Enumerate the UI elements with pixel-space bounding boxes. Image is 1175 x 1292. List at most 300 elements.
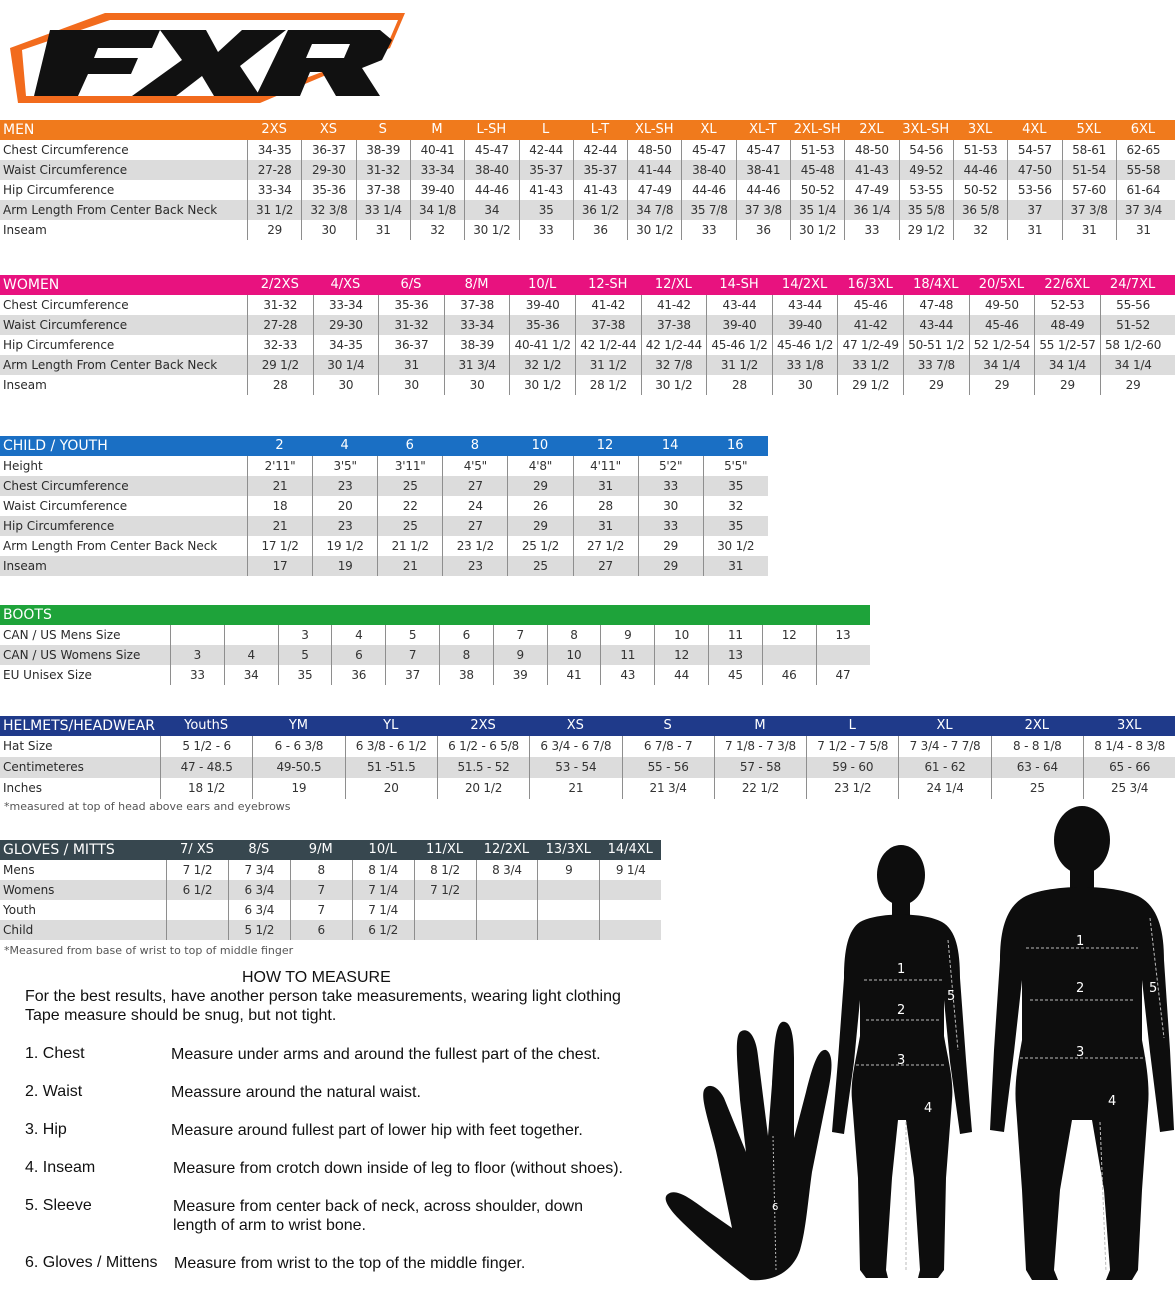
- table-cell: 58-61: [1062, 140, 1116, 160]
- table-cell: 2'11": [247, 456, 312, 476]
- size-header: S: [663, 718, 672, 733]
- table-cell: 61 - 62: [898, 757, 990, 778]
- table-cell: 25: [507, 556, 572, 576]
- table-cell: 51.5 - 52: [437, 757, 529, 778]
- table-cell: 31 1/2: [247, 200, 301, 220]
- table-cell: 58 1/2-60: [1100, 335, 1166, 355]
- women-header: [0, 275, 1175, 295]
- table-cell: 51-53: [953, 140, 1007, 160]
- table-cell: 33: [170, 665, 224, 685]
- table-cell: 8: [439, 645, 493, 665]
- table-cell: 33 7/8: [903, 355, 969, 375]
- table-cell: 6: [290, 920, 352, 940]
- size-header: M: [754, 718, 766, 733]
- table-cell: 10: [547, 645, 601, 665]
- table-row: [0, 355, 1175, 375]
- table-cell: 37-38: [356, 180, 410, 200]
- table-cell: [599, 880, 661, 900]
- table-cell: 5: [385, 625, 439, 645]
- table-cell: 45-48: [790, 160, 844, 180]
- female-mark-3: 3: [897, 1053, 906, 1068]
- table-cell: 42 1/2-44: [641, 335, 707, 355]
- size-header: L: [542, 122, 550, 137]
- table-cell: 29: [638, 556, 703, 576]
- table-cell: 8 - 8 1/8: [991, 736, 1083, 757]
- table-cell: 13: [816, 625, 870, 645]
- table-cell: 37: [1007, 200, 1061, 220]
- table-cell: 34-35: [247, 140, 301, 160]
- table-cell: 11: [708, 625, 762, 645]
- table-row: [0, 160, 1175, 180]
- table-cell: 45-46 1/2: [772, 335, 838, 355]
- table-cell: 9: [537, 860, 599, 880]
- table-cell: 6 1/2: [352, 920, 414, 940]
- row-label: Hip Circumference: [3, 519, 115, 533]
- size-header: XL-T: [749, 122, 777, 137]
- table-cell: 5 1/2 - 6: [160, 736, 252, 757]
- row-label: Chest Circumference: [3, 479, 129, 493]
- size-header: 13/3XL: [545, 842, 591, 857]
- size-header: 2XL: [859, 122, 884, 137]
- step-name: 1. Chest: [25, 1045, 85, 1062]
- size-header: 6/S: [400, 277, 422, 292]
- step-name: 4. Inseam: [25, 1159, 96, 1176]
- step-desc: Measure from center back of neck, across shoulder, down: [173, 1198, 583, 1215]
- table-cell: 41: [547, 665, 601, 685]
- table-cell: [599, 900, 661, 920]
- table-cell: 33-34: [247, 180, 301, 200]
- table-cell: [537, 880, 599, 900]
- table-cell: 33 1/4: [356, 200, 410, 220]
- table-cell: 38-41: [736, 160, 790, 180]
- size-header: YM: [288, 718, 309, 733]
- table-cell: 63 - 64: [991, 757, 1083, 778]
- table-cell: 33: [638, 516, 703, 536]
- size-header: 2XL: [1024, 718, 1050, 733]
- table-cell: [166, 920, 228, 940]
- table-cell: 33 1/2: [837, 355, 903, 375]
- table-cell: 29: [1100, 375, 1166, 395]
- table-cell: 47-50: [1007, 160, 1061, 180]
- women-title: WOMEN: [3, 277, 60, 293]
- boots-header: [0, 605, 870, 625]
- table-cell: [537, 920, 599, 940]
- table-cell: 17 1/2: [247, 536, 312, 556]
- table-cell: 51-53: [790, 140, 844, 160]
- table-cell: 41-44: [627, 160, 681, 180]
- table-cell: 32: [410, 220, 464, 240]
- size-header: M: [431, 122, 443, 137]
- table-cell: [537, 900, 599, 920]
- table-cell: 42-44: [519, 140, 573, 160]
- table-cell: 31-32: [247, 295, 313, 315]
- table-cell: 21 3/4: [622, 778, 714, 799]
- table-cell: [170, 625, 224, 645]
- child-youth-size-table: [0, 436, 768, 576]
- table-cell: 31 3/4: [444, 355, 510, 375]
- table-cell: 3'11": [377, 456, 442, 476]
- size-header: 3XL-SH: [902, 122, 950, 137]
- size-header: 2XS: [261, 122, 287, 137]
- table-cell: 28: [706, 375, 772, 395]
- table-cell: 31-32: [356, 160, 410, 180]
- table-cell: 31 1/2: [706, 355, 772, 375]
- table-cell: 29: [1034, 375, 1100, 395]
- table-cell: 31: [573, 516, 638, 536]
- table-row: [0, 920, 661, 940]
- table-cell: 21: [529, 778, 621, 799]
- table-cell: 35: [278, 665, 332, 685]
- table-cell: 43-44: [772, 295, 838, 315]
- size-header: 9/M: [308, 842, 333, 857]
- table-cell: 23 1/2: [806, 778, 898, 799]
- table-cell: 33: [519, 220, 573, 240]
- table-cell: 35 1/4: [790, 200, 844, 220]
- table-cell: 27-28: [247, 160, 301, 180]
- table-cell: 44-46: [736, 180, 790, 200]
- row-label: Waist Circumference: [3, 499, 128, 513]
- row-label: Inseam: [3, 223, 47, 237]
- table-row: [0, 645, 870, 665]
- table-cell: 19 1/2: [312, 536, 377, 556]
- table-cell: 44-46: [464, 180, 518, 200]
- table-cell: 45-46: [969, 315, 1035, 335]
- table-cell: 30: [313, 375, 379, 395]
- table-cell: 33-34: [410, 160, 464, 180]
- step-desc: Measure around fullest part of lower hip with feet together.: [171, 1122, 583, 1139]
- table-cell: 32 3/8: [301, 200, 355, 220]
- table-cell: 29 1/2: [837, 375, 903, 395]
- helmets-note: *measured at top of head above ears and eyebrows: [4, 800, 291, 813]
- table-cell: 49-50: [969, 295, 1035, 315]
- table-cell: [414, 900, 476, 920]
- table-cell: 7 1/2 - 7 5/8: [806, 736, 898, 757]
- size-header: XL: [700, 122, 717, 137]
- boots-title: BOOTS: [3, 607, 52, 623]
- helmets-title: HELMETS/HEADWEAR: [3, 718, 155, 734]
- size-header: XS: [319, 122, 338, 137]
- helmets-header: [0, 716, 1175, 736]
- table-cell: 53 - 54: [529, 757, 621, 778]
- table-cell: 22 1/2: [714, 778, 806, 799]
- table-cell: 45-46: [837, 295, 903, 315]
- table-cell: 7 1/4: [352, 880, 414, 900]
- table-cell: 35: [703, 476, 768, 496]
- table-cell: 8: [547, 625, 601, 645]
- table-cell: 5'5": [703, 456, 768, 476]
- step-desc-cont: length of arm to wrist bone.: [173, 1217, 366, 1234]
- table-cell: 6 1/2 - 6 5/8: [437, 736, 529, 757]
- table-cell: 30 1/2: [509, 375, 575, 395]
- table-cell: 30 1/2: [627, 220, 681, 240]
- table-cell: 32-33: [247, 335, 313, 355]
- table-cell: 36: [331, 665, 385, 685]
- table-cell: 29: [507, 516, 572, 536]
- table-cell: 57-60: [1062, 180, 1116, 200]
- table-cell: 18 1/2: [160, 778, 252, 799]
- size-header: 6XL: [1130, 122, 1156, 137]
- table-cell: 29-30: [301, 160, 355, 180]
- intro-line-2: Tape measure should be snug, but not tight.: [25, 1007, 337, 1024]
- table-cell: 35 5/8: [899, 200, 953, 220]
- row-label: Inseam: [3, 559, 47, 573]
- table-cell: 31: [378, 355, 444, 375]
- table-cell: 27: [442, 516, 507, 536]
- gloves-note: *Measured from base of wrist to top of middle finger: [4, 944, 294, 957]
- table-cell: 44-46: [953, 160, 1007, 180]
- table-cell: 30: [378, 375, 444, 395]
- table-cell: 30 1/2: [703, 536, 768, 556]
- table-cell: 4'8": [507, 456, 572, 476]
- table-cell: 11: [600, 645, 654, 665]
- table-cell: 55 - 56: [622, 757, 714, 778]
- child-title: CHILD / YOUTH: [3, 438, 108, 454]
- table-cell: 20: [312, 496, 377, 516]
- table-cell: 50-52: [790, 180, 844, 200]
- table-cell: 41-42: [641, 295, 707, 315]
- size-header: 2/2XS: [260, 277, 299, 292]
- gloves-size-table: [0, 840, 661, 940]
- table-cell: 21: [377, 556, 442, 576]
- table-cell: 4: [331, 625, 385, 645]
- table-cell: 42 1/2-44: [575, 335, 641, 355]
- size-header: 14-SH: [719, 277, 759, 292]
- female-mark-4: 4: [924, 1101, 933, 1116]
- helmets-size-table: [0, 716, 1175, 799]
- table-cell: 27: [442, 476, 507, 496]
- table-cell: 28: [247, 375, 313, 395]
- table-cell: 33: [681, 220, 735, 240]
- table-cell: 9 1/4: [599, 860, 661, 880]
- table-cell: 35-37: [573, 160, 627, 180]
- step-name: 2. Waist: [25, 1083, 83, 1100]
- size-header: XL-SH: [634, 122, 674, 137]
- table-cell: 41-42: [837, 315, 903, 335]
- size-header: 11/XL: [426, 842, 464, 857]
- table-cell: 8 3/4: [476, 860, 538, 880]
- table-cell: [476, 880, 538, 900]
- table-cell: 48-50: [844, 140, 898, 160]
- table-cell: 20 1/2: [437, 778, 529, 799]
- table-cell: 34: [224, 665, 278, 685]
- table-cell: 32: [703, 496, 768, 516]
- size-header: 16: [726, 438, 744, 453]
- table-cell: 42-44: [573, 140, 627, 160]
- table-cell: 4: [224, 645, 278, 665]
- table-cell: [476, 900, 538, 920]
- table-cell: 29: [638, 536, 703, 556]
- table-cell: 9: [493, 645, 547, 665]
- step-name: 6. Gloves / Mittens: [25, 1254, 158, 1271]
- table-cell: 45-47: [736, 140, 790, 160]
- table-cell: 6 - 6 3/8: [252, 736, 344, 757]
- table-cell: 52 1/2-54: [969, 335, 1035, 355]
- table-cell: 24: [442, 496, 507, 516]
- table-cell: 6: [331, 645, 385, 665]
- table-cell: 37-38: [575, 315, 641, 335]
- table-cell: 47-49: [627, 180, 681, 200]
- table-cell: 5: [278, 645, 332, 665]
- male-mark-5: 5: [1149, 981, 1158, 996]
- table-cell: [816, 645, 870, 665]
- table-cell: 53-55: [899, 180, 953, 200]
- child-header: [0, 436, 768, 456]
- size-header: L: [848, 718, 856, 733]
- table-cell: 27-28: [247, 315, 313, 335]
- row-label: Arm Length From Center Back Neck: [3, 203, 218, 217]
- table-cell: 36 1/2: [573, 200, 627, 220]
- table-cell: 38: [439, 665, 493, 685]
- how-to-measure-title: HOW TO MEASURE: [242, 969, 391, 986]
- table-cell: 13: [708, 645, 762, 665]
- table-cell: 7: [493, 625, 547, 645]
- table-cell: 32: [953, 220, 1007, 240]
- table-row: [0, 140, 1175, 160]
- table-cell: 31: [1007, 220, 1061, 240]
- table-cell: 6 7/8 - 7: [622, 736, 714, 757]
- table-cell: 30 1/4: [313, 355, 379, 375]
- table-cell: 3'5": [312, 456, 377, 476]
- table-cell: 31: [703, 556, 768, 576]
- table-cell: 45-47: [464, 140, 518, 160]
- table-cell: 5 1/2: [228, 920, 290, 940]
- size-header: 14/2XL: [781, 277, 828, 292]
- size-header: 3XL: [967, 122, 993, 137]
- row-label: Chest Circumference: [3, 143, 129, 157]
- table-row: [0, 665, 870, 685]
- table-cell: 33: [638, 476, 703, 496]
- table-cell: 31: [1062, 220, 1116, 240]
- table-row: [0, 375, 1175, 395]
- table-cell: 49-50.5: [252, 757, 344, 778]
- size-header: 24/7XL: [1109, 277, 1156, 292]
- table-row: [0, 496, 768, 516]
- size-header: 2XS: [470, 718, 496, 733]
- table-row: [0, 220, 1175, 240]
- table-cell: 30 1/2: [641, 375, 707, 395]
- table-cell: 25: [377, 476, 442, 496]
- table-cell: 29: [903, 375, 969, 395]
- table-cell: 32 1/2: [509, 355, 575, 375]
- table-cell: 33-34: [444, 315, 510, 335]
- table-row: [0, 516, 768, 536]
- size-header: XL: [936, 718, 953, 733]
- fxr-logo: [10, 8, 420, 108]
- table-row: [0, 536, 768, 556]
- table-cell: 51-54: [1062, 160, 1116, 180]
- row-label: Inches: [3, 781, 42, 795]
- table-cell: 24 1/4: [898, 778, 990, 799]
- size-header: 10: [531, 438, 549, 453]
- table-cell: 35: [519, 200, 573, 220]
- table-cell: 43: [600, 665, 654, 685]
- table-cell: 30: [638, 496, 703, 516]
- size-header: 4/XS: [330, 277, 361, 292]
- table-row: [0, 180, 1175, 200]
- female-mark-2: 2: [897, 1003, 906, 1018]
- boots-size-table: [0, 605, 870, 685]
- table-cell: 29-30: [313, 315, 379, 335]
- table-cell: 40-41 1/2: [509, 335, 575, 355]
- table-cell: 43-44: [706, 295, 772, 315]
- size-header: 18/4XL: [913, 277, 959, 292]
- table-cell: 23: [442, 556, 507, 576]
- table-cell: 28: [573, 496, 638, 516]
- table-cell: 35-37: [519, 160, 573, 180]
- table-cell: 39-40: [410, 180, 464, 200]
- table-cell: 7 1/8 - 7 3/8: [714, 736, 806, 757]
- table-cell: 19: [252, 778, 344, 799]
- table-cell: 7: [290, 900, 352, 920]
- table-cell: 33: [844, 220, 898, 240]
- table-cell: 30 1/2: [464, 220, 518, 240]
- table-cell: 10: [654, 625, 708, 645]
- table-cell: 31: [573, 476, 638, 496]
- table-row: [0, 476, 768, 496]
- male-mark-4: 4: [1108, 1094, 1117, 1109]
- table-cell: 37: [385, 665, 439, 685]
- table-cell: 6: [439, 625, 493, 645]
- table-cell: 21: [247, 516, 312, 536]
- table-cell: 35: [703, 516, 768, 536]
- table-cell: [224, 625, 278, 645]
- table-cell: 35-36: [301, 180, 355, 200]
- table-cell: 57 - 58: [714, 757, 806, 778]
- table-cell: 37-38: [444, 295, 510, 315]
- table-cell: 6 3/4 - 6 7/8: [529, 736, 621, 757]
- table-cell: 25: [377, 516, 442, 536]
- table-cell: 39-40: [772, 315, 838, 335]
- step-desc: Meassure around the natural waist.: [171, 1084, 421, 1101]
- size-header: XS: [566, 718, 584, 733]
- table-cell: [599, 920, 661, 940]
- table-cell: 25 3/4: [1083, 778, 1175, 799]
- hand-illustration: [666, 1022, 832, 1280]
- table-cell: 17: [247, 556, 312, 576]
- table-row: [0, 200, 1175, 220]
- table-cell: 47 - 48.5: [160, 757, 252, 778]
- how-to-measure: [0, 966, 680, 1286]
- size-header: 16/3XL: [847, 277, 893, 292]
- table-row: [0, 757, 1175, 778]
- table-cell: 45-46 1/2: [706, 335, 772, 355]
- table-cell: 41-42: [575, 295, 641, 315]
- table-row: [0, 880, 661, 900]
- row-label: EU Unisex Size: [3, 668, 92, 682]
- table-row: [0, 778, 1175, 799]
- intro-line-1: For the best results, have another person take measurements, wearing light clothing: [25, 988, 621, 1005]
- table-cell: 34 1/4: [1034, 355, 1100, 375]
- table-cell: 43-44: [903, 315, 969, 335]
- table-cell: 55 1/2-57: [1034, 335, 1100, 355]
- table-cell: 36-37: [378, 335, 444, 355]
- size-header: S: [378, 122, 387, 137]
- size-header: 12/2XL: [483, 842, 530, 857]
- female-mark-1: 1: [897, 962, 906, 977]
- table-cell: 4'11": [573, 456, 638, 476]
- table-row: [0, 625, 870, 645]
- table-cell: 37-38: [641, 315, 707, 335]
- table-cell: 27 1/2: [573, 536, 638, 556]
- table-cell: 50-52: [953, 180, 1007, 200]
- table-cell: 8: [290, 860, 352, 880]
- table-cell: 52-53: [1034, 295, 1100, 315]
- table-cell: 21 1/2: [377, 536, 442, 556]
- table-cell: 6 1/2: [166, 880, 228, 900]
- table-cell: 35-36: [378, 295, 444, 315]
- table-cell: 9: [600, 625, 654, 645]
- size-header: 20/5XL: [978, 277, 1025, 292]
